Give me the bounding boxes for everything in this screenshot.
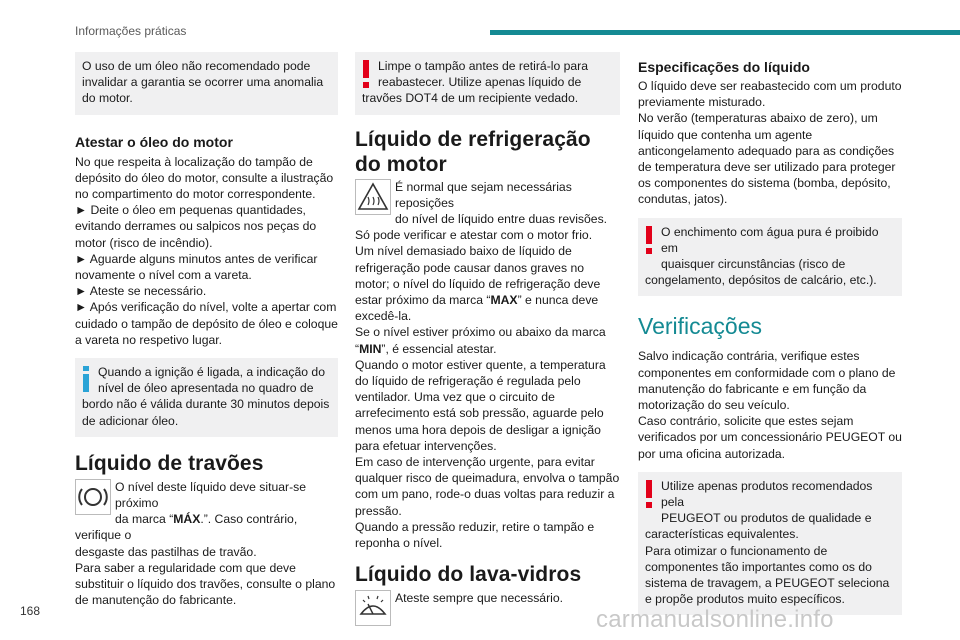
topup-step-2: ► Aguarde alguns minutos antes de verificar novamente o nível com a vareta. <box>75 251 318 283</box>
water-warning-box <box>638 218 902 297</box>
water-warn-line-2: quaisquer circunstâncias (risco de <box>661 257 846 272</box>
coolant-max-mark: MAX <box>490 293 518 308</box>
products-warn-rest: características equivalentes. <box>645 527 799 542</box>
brake-warning-box <box>355 52 620 115</box>
brake-line-1: O nível deste líquido deve situar-se próximo <box>115 479 307 511</box>
checks-p2: Caso contrário, solicite que estes sejam verificados por um concessionário PEUGEOT ou por uma oficina autorizada. <box>638 414 902 461</box>
topup-step-1: ► Deite o óleo em pequenas quantidades, evitando derrames ou salpicos nos peças do motor (risco de incêndio). <box>75 203 317 250</box>
coolant-low-level-c: ” e nunca deve excedê-la. <box>355 293 599 324</box>
fluid-spec-p2: No verão (temperaturas abaixo de zero), um líquido que contenha um agente anticongelamento adequado para as condições de temperatura deve ser utilizado para proteger os componentes do sistema (bomba, depósito, condutas, jatos). <box>638 111 896 207</box>
coolant-line-1: É normal que sejam necessárias reposições <box>395 179 572 210</box>
coolant-min-c: ”, é essencial atestar. <box>381 341 497 356</box>
brake-fluid-heading: Líquido de travões <box>75 451 264 475</box>
topup-step-3: ► Ateste se necessário. <box>75 284 207 299</box>
coolant-hot-engine: Quando o motor estiver quente, a temperatura do líquido de refrigeração é regulada pelo ventilador. Uma vez que o circuito de arrefecimento está sob pressão, aguarde pelo menos uma hora depois de desligar a ignição para efetuar intervenções. <box>355 357 606 453</box>
brake-replacement-text: Para saber a regularidade com que deve substituir o líquido dos travões, consulte o plano de manutenção do fabricante. <box>75 560 336 608</box>
products-warning-box <box>638 472 902 616</box>
oil-note-text: O uso de um óleo não recomendado pode invalidar a garantia se ocorrer uma anomalia do motor. <box>82 59 324 106</box>
washer-fluid-icon <box>355 590 391 626</box>
coolant-min-a: Se o nível estiver próximo ou abaixo da marca “ <box>355 325 606 356</box>
coolant-min-mark: MIN <box>359 341 382 356</box>
washer-heading: Líquido do lava-vidros <box>355 563 582 587</box>
warning-icon <box>645 226 653 258</box>
column-3 <box>638 52 902 615</box>
coolant-low-level-a: Um nível demasiado baixo de líquido de refrigeração pode causar danos graves no motor; o nível do líquido de refrigeração deve estar próximo da marca “ <box>355 244 601 308</box>
brake-fluid-icon <box>75 479 111 515</box>
brake-warn-line-1: Limpe o tampão antes de retirá-lo para <box>378 59 589 73</box>
fluid-spec-heading: Especificações do líquido <box>638 59 810 75</box>
brake-line-2a: da marca “ <box>115 512 174 527</box>
products-warn-line-1: Utilize apenas produtos recomendados pela <box>661 478 873 510</box>
brake-line-2c: .”. Caso contrário, verifique o <box>75 512 298 543</box>
brake-max-mark: MÁX <box>173 512 201 527</box>
brake-warn-line-2: reabastecer. Utilize apenas líquido de <box>378 75 582 90</box>
washer-text: Ateste sempre que necessário. <box>395 591 564 606</box>
watermark: carmanualsonline.info <box>596 606 834 633</box>
oil-info-box <box>75 358 338 437</box>
page-number: 168 <box>20 604 41 618</box>
topup-oil-heading: Atestar o óleo do motor <box>75 133 233 150</box>
info-rest: bordo não é válida durante 30 minutos depois de adicionar óleo. <box>82 397 330 428</box>
checks-heading: Verificações <box>638 313 763 340</box>
coolant-urgent: Em caso de intervenção urgente, para evitar qualquer risco de queimadura, envolva o tampão com um pano, rode-o duas voltas para reduzir a pressão. <box>355 455 620 518</box>
running-header: Informações práticas <box>75 24 187 38</box>
warning-icon <box>362 60 370 92</box>
coolant-hot-icon <box>355 179 391 215</box>
warning-icon <box>645 480 653 512</box>
products-warn-p2: Para otimizar o funcionamento de componentes tão importantes como os do sistema de travagem, a PEUGEOT seleciona e propõe produtos muito específicos. <box>645 543 890 607</box>
column-1 <box>75 52 338 608</box>
brake-rest: desgaste das pastilhas de travão. <box>75 544 257 559</box>
products-warn-line-2: PEUGEOT ou produtos de qualidade e <box>661 511 872 526</box>
water-warn-line-1: O enchimento com água pura é proibido em <box>661 224 879 255</box>
info-line-1: Quando a ignição é ligada, a indicação do <box>98 365 325 380</box>
brake-warn-rest: travões DOT4 de um recipiente vedado. <box>362 91 579 106</box>
topup-oil-intro: No que respeita à localização do tampão de depósito do óleo do motor, consulte a ilustração no compartimento do motor correspondente. <box>75 154 334 202</box>
checks-p1: Salvo indicação contrária, verifique estes componentes em conformidade com o plano de manutenção do fabricante e em função da motorização do seu veículo. <box>638 349 896 413</box>
water-warn-rest: congelamento, depósitos de calcário, etc.). <box>645 273 877 288</box>
coolant-refill: Quando a pressão reduzir, retire o tampão e reponha o nível. <box>355 519 595 551</box>
header-accent-bar <box>490 30 960 35</box>
column-2 <box>355 52 620 628</box>
oil-note-box <box>75 52 338 115</box>
coolant-line-2: do nível de líquido entre duas revisões. <box>395 212 608 227</box>
info-line-2: nível de óleo apresentada no quadro de <box>98 381 314 396</box>
info-icon <box>82 366 90 396</box>
coolant-check-cold: Só pode verificar e atestar com o motor frio. <box>355 228 593 243</box>
coolant-heading: Líquido de refrigeração do motor <box>355 127 591 176</box>
fluid-spec-p1: O líquido deve ser reabastecido com um produto previamente misturado. <box>638 79 902 110</box>
topup-step-4: ► Após verificação do nível, volte a apertar com cuidado o tampão de depósito de óleo e coloque a vareta no respetivo lugar. <box>75 300 338 347</box>
